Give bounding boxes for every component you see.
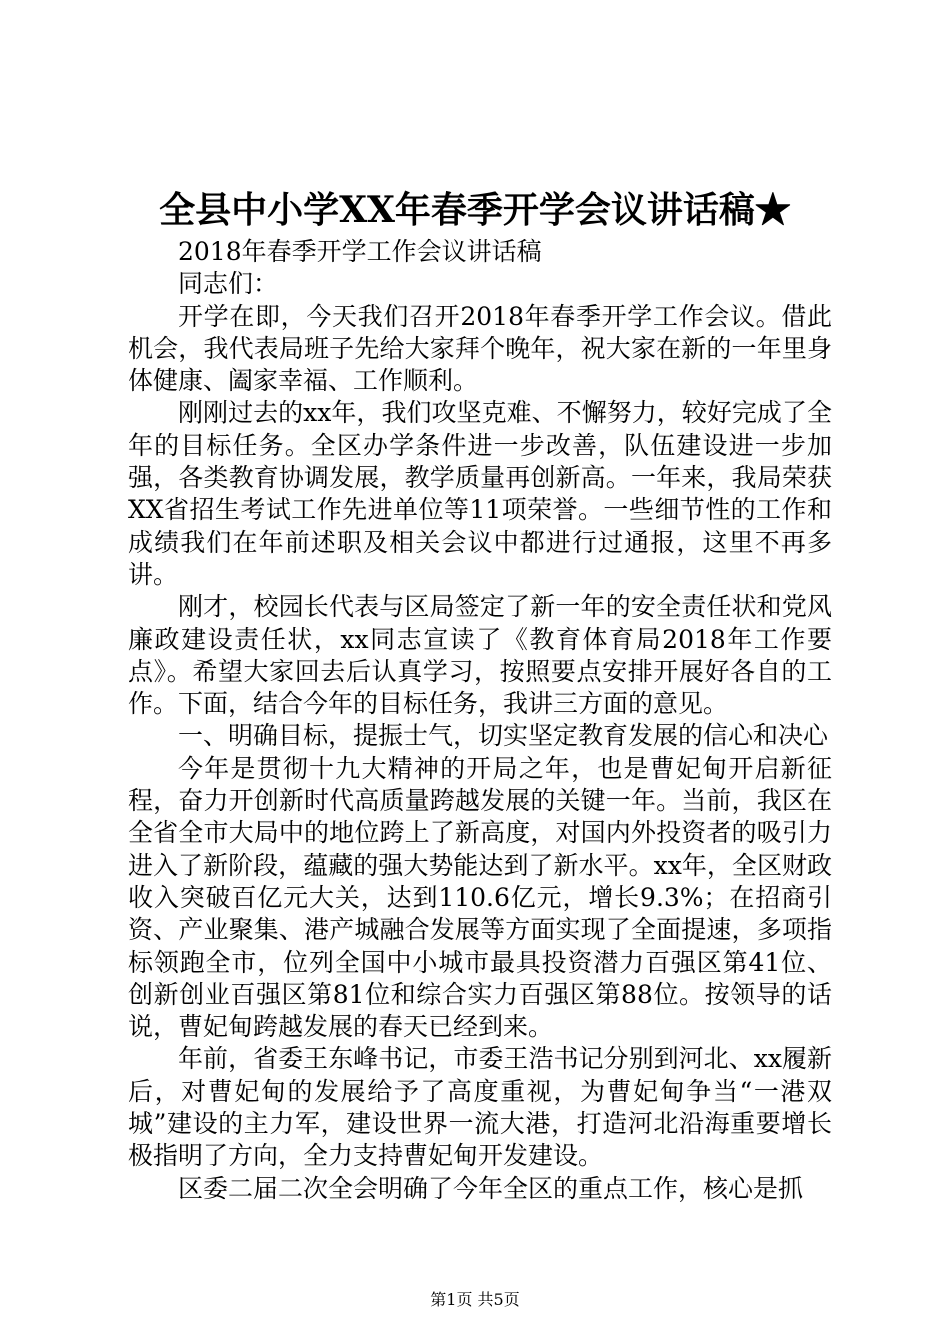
document-body <box>128 236 832 1205</box>
page-footer: 第1页 共5页 <box>430 1290 520 1309</box>
paragraph: 区委二届二次全会明确了今年全区的重点工作，核心是抓 <box>178 1173 804 1203</box>
paragraph: 刚刚过去的xx年，我们攻坚克难、不懈努力，较好完成了全年的目标任务。全区办学条件进一步改善，队伍建设进一步加强，各类教育协调发展，教学质量再创新高。一年来，我局荣获XX省招生考试工作先进单位等11项荣誉。一些细节性的工作和成绩我们在年前述职及相关会议中都进行过通报，这里不再多讲。 <box>128 398 832 589</box>
paragraph: 刚才，校园长代表与区局签定了新一年的安全责任状和党风廉政建设责任状，xx同志宣读了《教育体育局2018年工作要点》。希望大家回去后认真学习，按照要点安排开展好各自的工作。下面，结合今年的目标任务，我讲三方面的意见。 <box>128 592 832 719</box>
section-heading: 一、明确目标，提振士气，切实坚定教育发展的信心和决心 <box>178 721 829 751</box>
paragraph-subtitle: 2018年春季开学工作会议讲话稿 <box>178 237 542 266</box>
paragraph: 年前，省委王东峰书记，市委王浩书记分别到河北、xx履新后，对曹妃甸的发展给予了高度重视，为曹妃甸争当“一港双城”建设的主力军，建设世界一流大港，打造河北沿海重要增长极指明了方向，全力支持曹妃甸开发建设。 <box>128 1044 832 1171</box>
paragraph: 今年是贯彻十九大精神的开局之年，也是曹妃甸开启新征程，奋力开创新时代高质量跨越发展的关键一年。当前，我区在全省全市大局中的地位跨上了新高度，对国内外投资者的吸引力进入了新阶段，蕴藏的强大势能达到了新水平。xx年，全区财政收入突破百亿元大关，达到110.6亿元，增长9.3%；在招商引资、产业聚集、港产城融合发展等方面实现了全面提速，多项指标领跑全市，位列全国中小城市最具投资潜力百强区第41位、创新创业百强区第81位和综合实力百强区第88位。按领导的话说，曹妃甸跨越发展的春天已经到来。 <box>128 753 832 1042</box>
document-title: 全县中小学XX年春季开学会议讲话稿★ <box>159 189 791 231</box>
paragraph-salutation: 同志们： <box>178 269 279 299</box>
paragraph: 开学在即，今天我们召开2018年春季开学工作会议。借此机会，我代表局班子先给大家拜个晚年，祝大家在新的一年里身体健康、阖家幸福、工作顺利。 <box>128 301 832 396</box>
